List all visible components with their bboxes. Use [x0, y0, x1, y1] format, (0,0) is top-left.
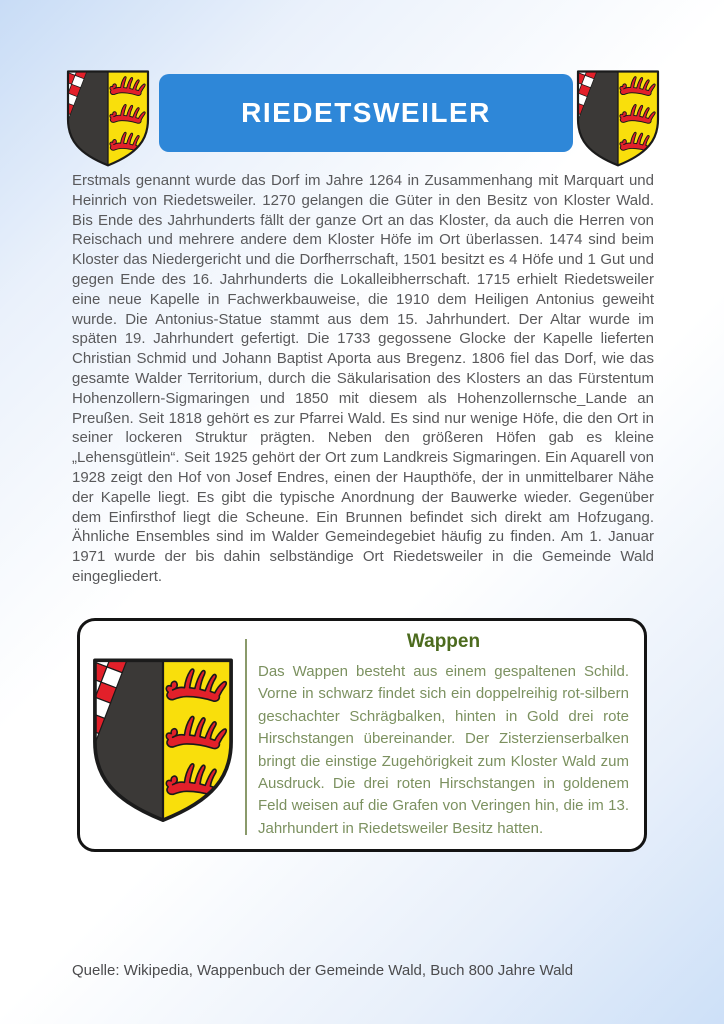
coat-of-arms-large-icon [89, 654, 237, 825]
wappen-description: Das Wappen besteht aus einem gespaltenen Schild. Vorne in schwarz findet sich ein doppelreihig rot-silbern geschachter Schrägbalken, hinten in Gold drei rote Hirschstangen übereinander. Der Zisterzienserbalken bringt die einstige Zugehörigkeit zum Kloster Wald zum Ausdruck. Die drei roten Hirschstangen in goldenem Feld weisen auf die Grafen von Veringen hin, die im 13. Jahrhundert in Riedetsweiler Besitz hatten. [258, 663, 629, 837]
wappen-content [258, 631, 629, 840]
history-paragraph: Erstmals genannt wurde das Dorf im Jahre 1264 in Zusammenhang mit Marquart und Heinrich von Riedetsweiler. 1270 gelangen die Güter in den Besitz von Kloster Wald. Bis Ende des Jahrhunderts fällt der ganze Ort an das Kloster, da auch die Herren von Reischach und mehrere andere dem Kloster Höfe im Ort überlassen. 1474 sind beim Kloster das Niedergericht und die Dorfherrschaft, 1501 besitzt es 4 Höfe und 1 Gut und gegen Ende des 16. Jahrhunderts die Lokalleibherrschaft. 1715 erhielt Riedetsweiler eine neue Kapelle in Fachwerkbauweise, die 1910 dem Heiligen Antonius geweiht wurde. Die Antonius-Statue stammt aus dem 15. Jahrhundert. Der Altar wurde im späten 19. Jahrhundert gefertigt. Die 1733 gegossene Glocke der Kapelle lieferten Christian Schmid und Johann Baptist Aporta aus Bregenz. 1806 fiel das Dorf, wie das gesamte Walder Territorium, durch die Säkularisation des Klosters an das Fürstentum Hohenzollern-Sigmaringen und 1850 mit diesem als Hohenzollernsche_Lande an Preußen. Seit 1818 gehört es zur Pfarrei Wald. Es sind nur wenige Höfe, die den Ort in seiner lockeren Struktur prägten. Neben den größeren Höfen gab es kleine „Lehensgütlein“. Seit 1925 gehört der Ort zum Landkreis Sigmaringen. Ein Aquarell von 1928 zeigt den Hof von Josef Endres, einen der Haupthöfe, der in unmittelbarer Nähe der Kapelle liegt. Es gibt die typische Anordnung der Bauwerke wieder. Gegenüber dem Einfirsthof liegt die Scheune. Ein Brunnen befindet sich direkt am Hofzugang. Ähnliche Ensembles sind im Walder Gemeindegebiet häufig zu finden. Am 1. Januar 1971 wurde der bis dahin selbständige Ort Riedetsweiler in die Gemeinde Wald eingegliedert. [72, 172, 654, 585]
source-line: Quelle: Wikipedia, Wappenbuch der Gemeinde Wald, Buch 800 Jahre Wald [72, 962, 574, 979]
vertical-divider [245, 639, 247, 835]
title-banner [159, 74, 573, 152]
wappen-heading: Wappen [406, 631, 481, 652]
page-title: RIEDETSWEILER [241, 97, 491, 128]
wappen-box [77, 618, 647, 852]
coat-of-arms-right-icon [574, 68, 662, 168]
coat-of-arms-left-icon [64, 68, 152, 168]
